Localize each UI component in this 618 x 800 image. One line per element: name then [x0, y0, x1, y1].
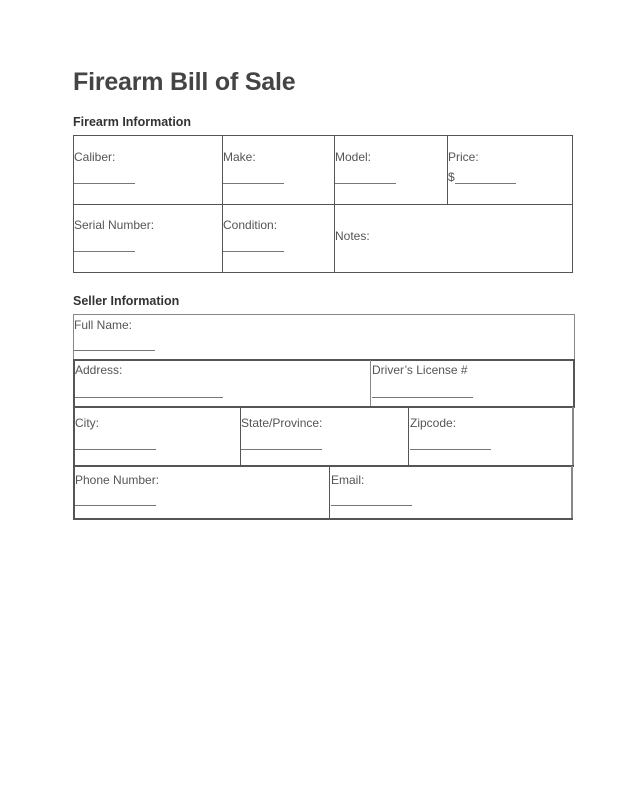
table-border [73, 135, 572, 136]
seller-section-heading: Seller Information [73, 294, 180, 308]
firearm-section-heading: Firearm Information [73, 115, 192, 129]
table-border [573, 360, 575, 407]
notes-label: Notes: [335, 229, 370, 243]
make-label: Make: [223, 150, 256, 164]
full-name-field[interactable] [74, 350, 155, 351]
table-border [73, 518, 573, 520]
table-border [73, 314, 575, 315]
city-label: City: [75, 416, 99, 430]
price-currency-symbol: $ [448, 170, 455, 184]
zipcode-label: Zipcode: [410, 416, 457, 430]
table-border [571, 466, 573, 520]
email-label: Email: [331, 473, 365, 487]
notes-field[interactable] [335, 205, 572, 272]
state-province-field[interactable] [241, 449, 322, 450]
caliber-label: Caliber: [74, 150, 116, 164]
table-divider [370, 360, 371, 406]
address-field[interactable] [75, 397, 223, 398]
table-border [73, 272, 573, 273]
serial-number-label: Serial Number: [74, 218, 155, 232]
full-name-label: Full Name: [74, 318, 133, 332]
table-border [572, 407, 574, 466]
condition-label: Condition: [223, 218, 278, 232]
model-field[interactable] [335, 183, 396, 184]
drivers-license-label: Driver’s License # [372, 363, 468, 377]
table-divider [73, 465, 574, 467]
drivers-license-field[interactable] [372, 397, 473, 398]
table-divider [73, 406, 575, 408]
phone-number-field[interactable] [75, 505, 156, 506]
state-province-label: State/Province: [241, 416, 323, 430]
zipcode-field[interactable] [410, 449, 491, 450]
email-field[interactable] [331, 505, 412, 506]
model-label: Model: [335, 150, 372, 164]
address-label: Address: [75, 363, 123, 377]
phone-number-label: Phone Number: [75, 473, 160, 487]
condition-field[interactable] [223, 251, 284, 252]
table-divider [329, 466, 330, 519]
price-label: Price: [448, 150, 479, 164]
table-border [574, 314, 575, 360]
caliber-field[interactable] [74, 183, 135, 184]
serial-number-field[interactable] [74, 251, 135, 252]
table-divider [408, 407, 409, 465]
table-border [73, 359, 75, 520]
city-field[interactable] [75, 449, 156, 450]
table-divider [73, 359, 575, 361]
make-field[interactable] [223, 183, 284, 184]
price-field[interactable] [455, 183, 516, 184]
page-title: Firearm Bill of Sale [73, 68, 296, 96]
